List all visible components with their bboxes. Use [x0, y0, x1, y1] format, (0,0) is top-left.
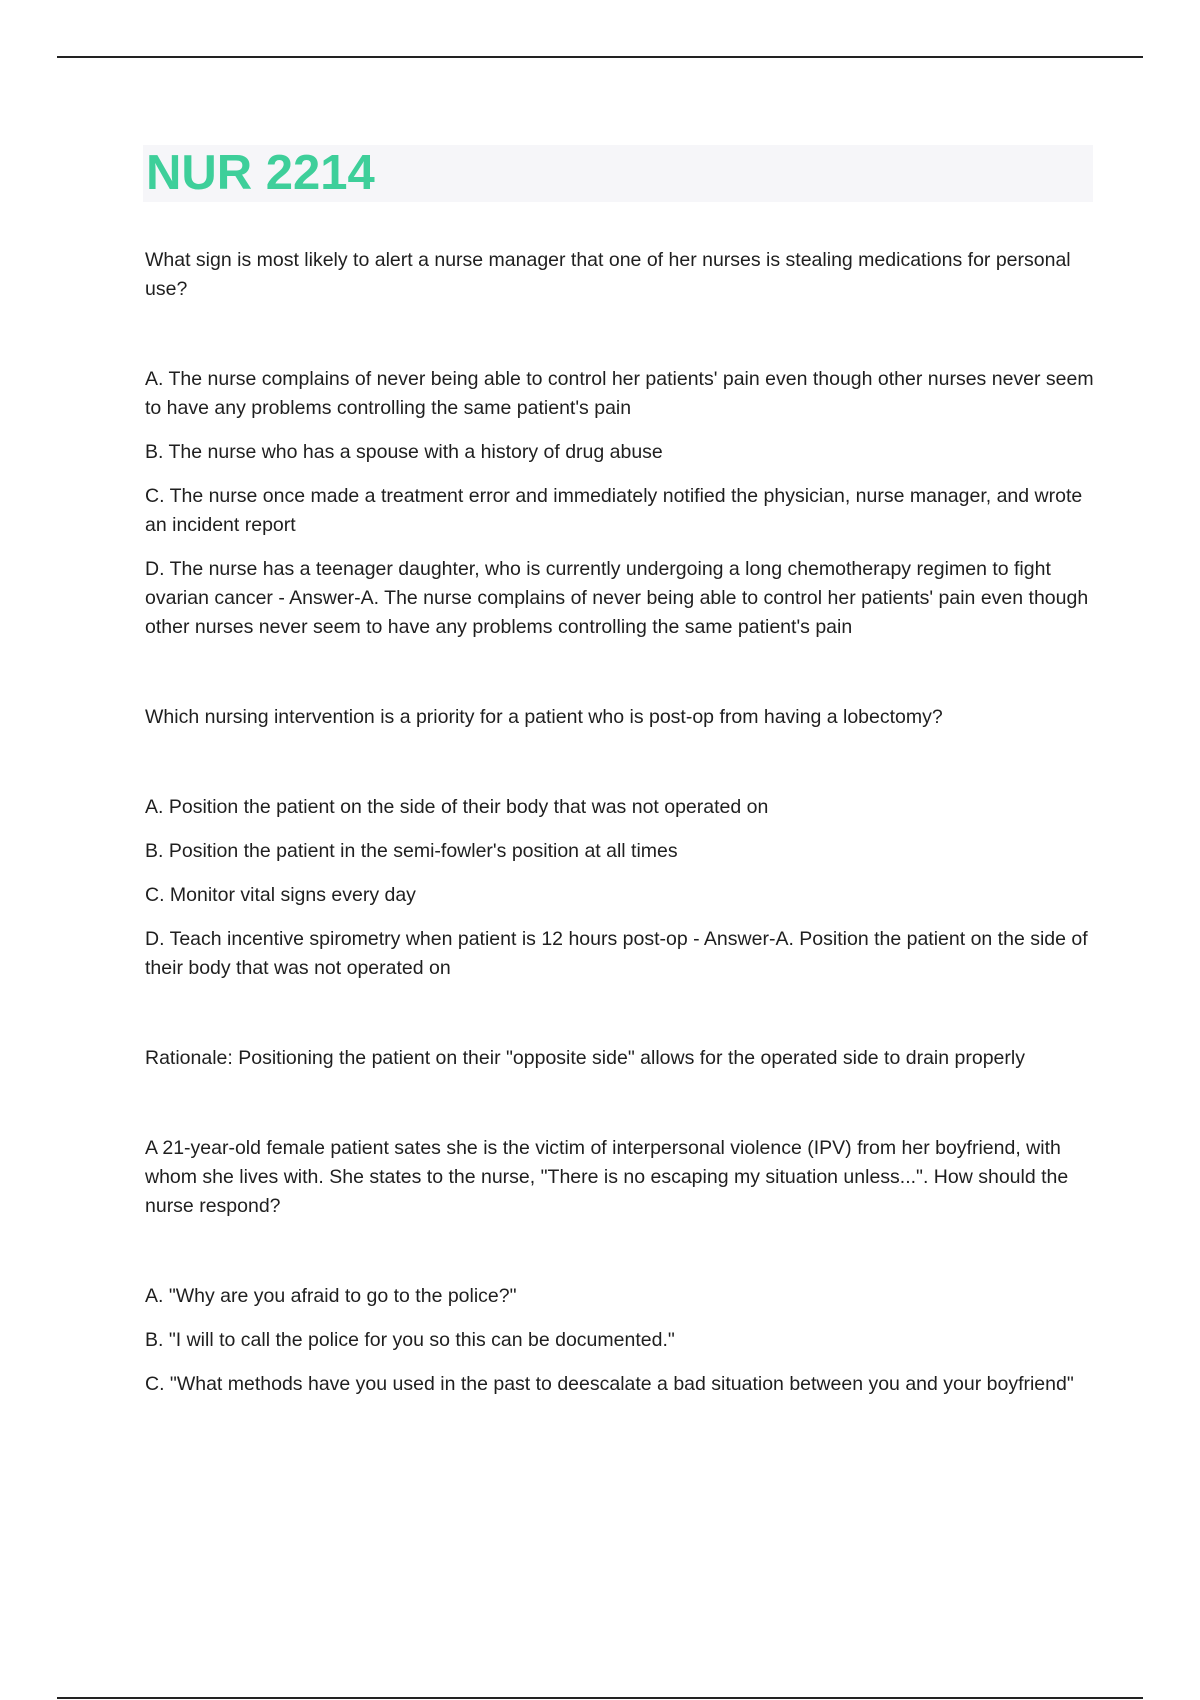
document-title: NUR 2214 [146, 146, 375, 200]
question-2-text: Which nursing intervention is a priority for a patient who is post-op from having a lobectomy? [145, 706, 943, 728]
question-1-option-d-answer: D. The nurse has a teenager daughter, who is currently undergoing a long chemotherapy regimen to fight ovarian cancer - Answer-A. The nurse complains of never being able to control her patients' pain even though other nurses never seem to have any problems controlling the same patient's pain [145, 558, 1089, 638]
question-2-option-a: A. Position the patient on the side of their body that was not operated on [145, 796, 769, 818]
question-1-option-a: A. The nurse complains of never being able to control her patients' pain even though other nurses never seem to have any problems controlling the same patient's pain [145, 368, 1094, 419]
top-rule [57, 56, 1143, 58]
question-2-option-b: B. Position the patient in the semi-fowler's position at all times [145, 840, 678, 862]
question-3-option-a: A. "Why are you afraid to go to the police?" [145, 1285, 517, 1307]
question-2-option-d-answer: D. Teach incentive spirometry when patient is 12 hours post-op - Answer-A. Position the patient on the side of their body that was not operated on [145, 928, 1088, 979]
question-2-rationale: Rationale: Positioning the patient on their "opposite side" allows for the operated side to drain properly [145, 1047, 1025, 1069]
question-1-text: What sign is most likely to alert a nurse manager that one of her nurses is stealing medications for personal use? [145, 249, 1071, 300]
question-3-option-b: B. "I will to call the police for you so this can be documented." [145, 1329, 675, 1351]
question-3-option-c: C. "What methods have you used in the past to deescalate a bad situation between you and your boyfriend" [145, 1373, 1074, 1395]
document-body [145, 246, 1095, 1399]
question-3-text: A 21-year-old female patient sates she is the victim of interpersonal violence (IPV) from her boyfriend, with whom she lives with. She states to the nurse, "There is no escaping my situation unless...". How should the nurse respond? [145, 1137, 1069, 1217]
bottom-rule [57, 1697, 1143, 1699]
question-1-option-b: B. The nurse who has a spouse with a history of drug abuse [145, 441, 663, 463]
question-1-option-c: C. The nurse once made a treatment error and immediately notified the physician, nurse manager, and wrote an incident report [145, 485, 1083, 536]
question-2-option-c: C. Monitor vital signs every day [145, 884, 416, 906]
